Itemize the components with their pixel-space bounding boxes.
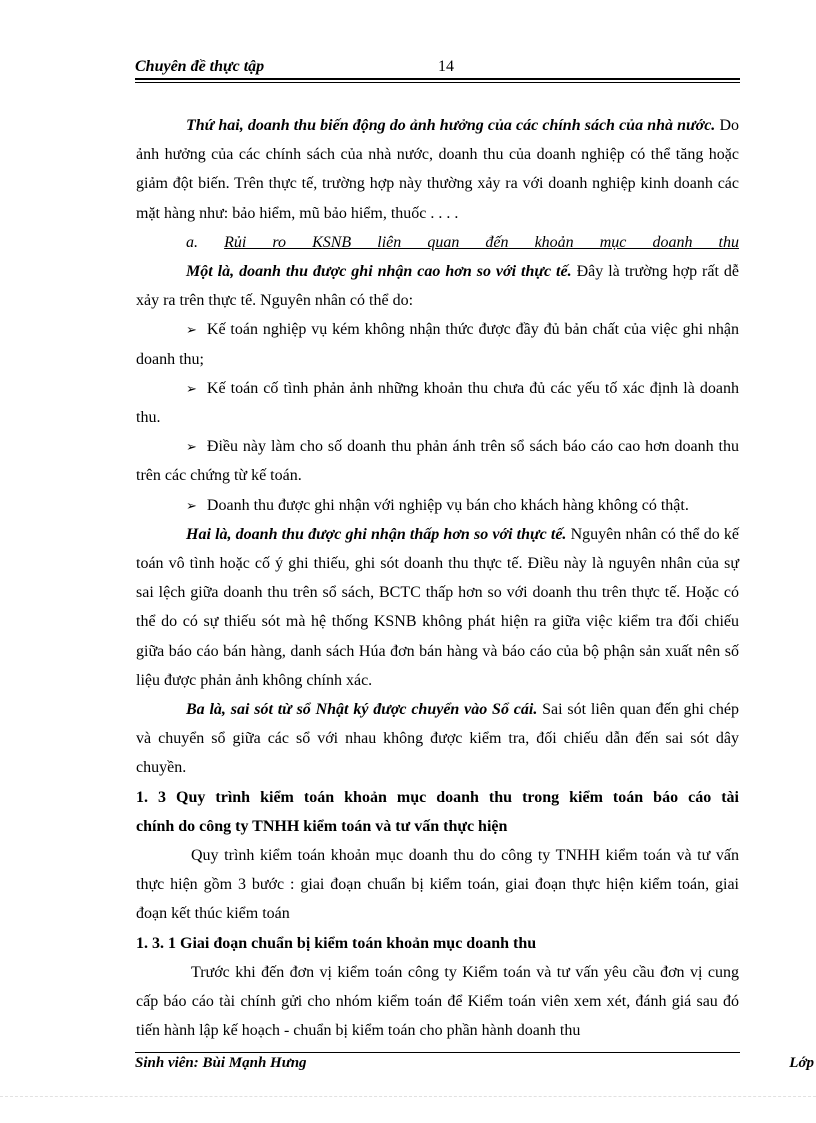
section-1-3-1-heading: 1. 3. 1 Giai đoạn chuẩn bị kiểm toán khoản mục doanh thu [136,934,537,952]
section-a-prefix: a. [186,233,198,251]
paragraph-lead: Ba là, sai sót từ sổ Nhật ký được chuyển vào Sổ cái. [186,701,538,719]
header-rule-thin [135,82,740,83]
bullet-text: Kế toán nghiệp vụ kém không nhận thức được đầy đủ bản chất của việc ghi nhận doanh thu; [136,321,739,368]
section-a-title: Rủi ro KSNB liên quan đến khoản mục doanh thu [224,233,740,251]
bullet-text: Điều này làm cho số doanh thu phản ánh trên sổ sách báo cáo cao hơn doanh thu trên các chứng từ kế toán. [136,438,739,485]
paragraph-text: Đây là trường hợp rất dễ xảy ra trên thực tế. Nguyên nhân có thể do: [136,263,740,310]
bullet-arrow-icon: ➢ [186,322,197,338]
section-1-3-heading-line-1: 1. 3 Quy trình kiểm toán khoản mục doanh thu trong kiểm toán báo cáo tài [136,788,739,806]
paragraph-lead: Hai là, doanh thu được ghi nhận thấp hơn so với thực tế. [186,525,567,543]
paragraph-ledger-errors [136,695,739,783]
bullet-text: Kế toán cố tình phản ảnh những khoản thu chưa đủ các yếu tố xác định là doanh thu. [136,379,739,427]
footer-rule [135,1052,740,1053]
page-number: 14 [438,58,454,75]
paragraph-understated-revenue [136,520,739,695]
paragraph-lead: Thứ hai, doanh thu biến động do ảnh hưởng của các chính sách của nhà nước. [186,117,716,134]
bullet-item [136,315,739,373]
paragraph-overstated-revenue [136,257,739,315]
section-a-heading [136,228,739,257]
bullet-text: Doanh thu được ghi nhận với nghiệp vụ bán cho khách hàng không có thật. [206,496,689,514]
section-1-3-heading-line-2: chính do công ty TNHH kiểm toán và tư vấn thực hiện [136,817,508,835]
bullet-item [136,491,739,520]
page-break-divider [0,1096,816,1097]
bullet-arrow-icon: ➢ [186,497,197,513]
page-footer [135,1055,816,1077]
paragraph-text: Sai sót liên quan đến ghi chép và chuyển sổ giữa các sổ với nhau không được kiểm tra, đối chiếu dẫn đến sai sót dây chuyền. [136,701,739,777]
header-title: Chuyên đề thực tập [135,58,265,75]
bullet-item [136,432,739,490]
bullet-item [136,374,739,432]
page-header [135,56,740,80]
bullet-arrow-icon: ➢ [186,380,197,396]
header-rule-thick [135,78,740,80]
footer-student-name: Sinh viên: Bùi Mạnh Hưng [135,1055,307,1071]
document-body [136,111,739,1046]
bullet-arrow-icon: ➢ [186,439,197,455]
paragraph-policy-impact [136,111,739,228]
paragraph-lead: Một là, doanh thu được ghi nhận cao hơn so với thực tế. [186,263,572,281]
paragraph-planning-stage: Trước khi đến đơn vị kiểm toán công ty Kiểm toán và tư vấn yêu cầu đơn vị cung cấp báo cáo tài chính gửi cho nhóm kiểm toán để Kiểm toán viên xem xét, đánh giá sau đó tiến hành lập kế hoạch - chuẩn bị kiểm toán cho phần hành doanh thu [136,963,739,1040]
footer-class-label: Lớp [789,1055,814,1071]
paragraph-text: Do ảnh hưởng của các chính sách của nhà nước, doanh thu của doanh nghiệp có thể tăng hoặc giảm đột biến. Trên thực tế, trường hợp này thường xảy ra với doanh nghiệp kinh doanh các mặt hàng như: bảo hiểm, mũ bảo hiểm, thuốc . . . . [136,117,739,222]
paragraph-text: Nguyên nhân có thể do kế toán vô tình hoặc cố ý ghi thiếu, ghi sót doanh thu thực tế. Điều này là nguyên nhân của sự sai lệch giữa doanh thu trên sổ sách, BCTC thấp hơn so với doanh thu trên thực tế. Hoặc có thể do có sự thiếu sót mà hệ thống KSNB không phát hiện ra giữa việc kiểm tra đối chiếu giữa báo cáo bán hàng, danh sách Húa đơn bán hàng và báo cáo của bộ phận sản xuất nên số liệu được phản ảnh không chính xác. [136,525,739,689]
paragraph-audit-process: Quy trình kiểm toán khoản mục doanh thu do công ty TNHH kiểm toán và tư vấn thực hiện gồm 3 bước : giai đoạn chuẩn bị kiểm toán, giai đoạn thực hiện kiểm toán, giai đoạn kết thúc kiểm toán [136,847,739,923]
